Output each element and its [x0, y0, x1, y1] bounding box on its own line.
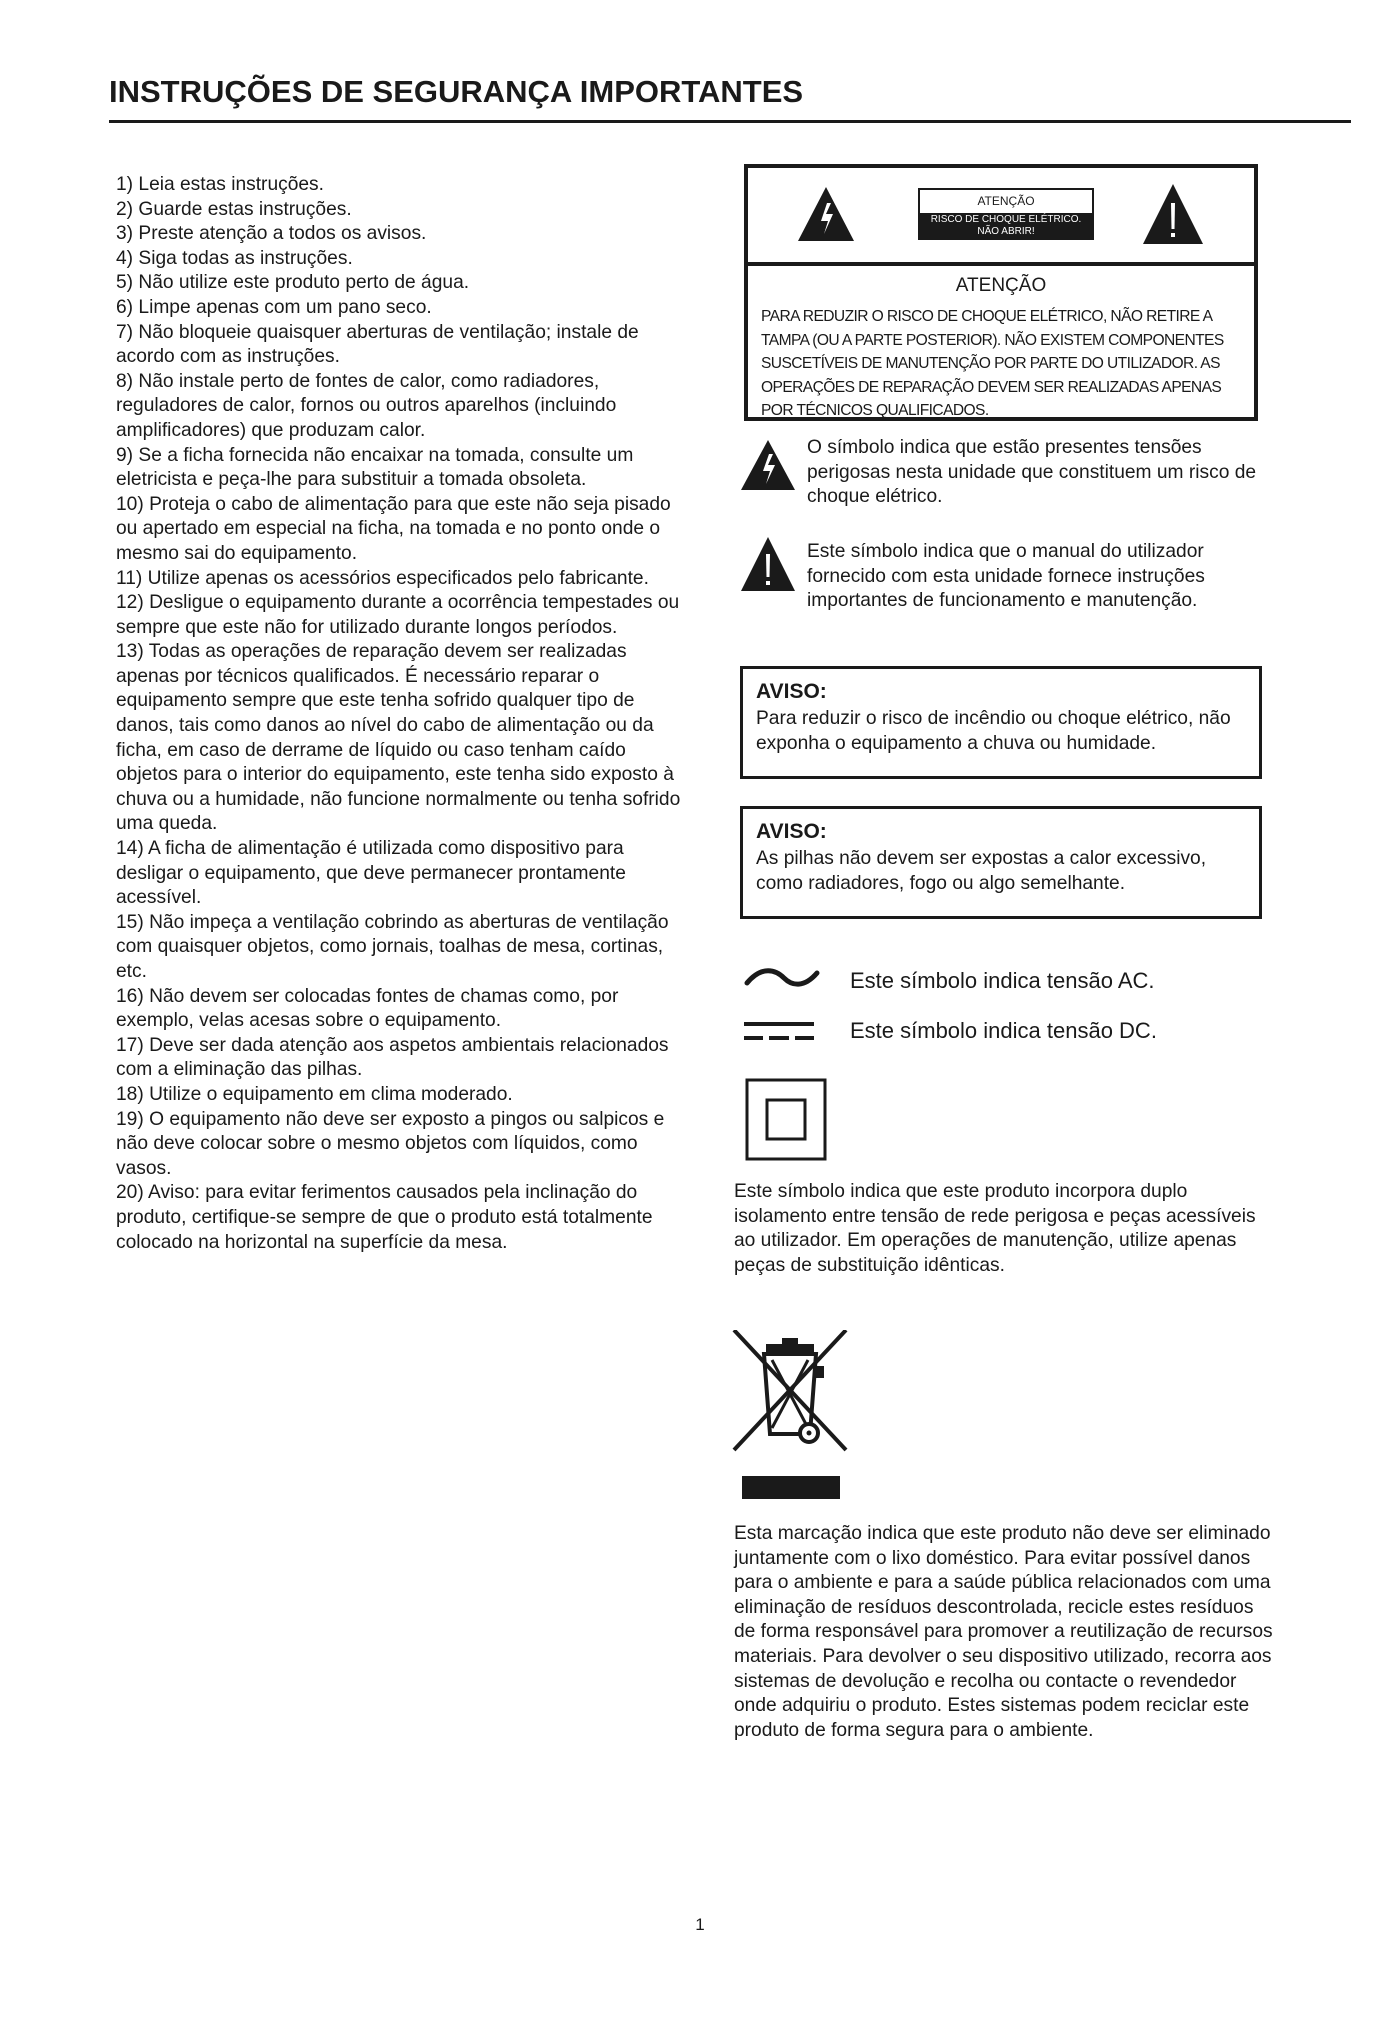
warning-heading: AVISO: [756, 680, 827, 703]
warning-box [740, 806, 1262, 919]
instruction-item: 3) Preste atenção a todos os avisos. [116, 223, 427, 245]
double-insulation-text: Este símbolo indica que este produto incorpora duplo isolamento entre tensão de rede perigosa e peças acessíveis ao utilizador. Em operações de manutenção, utilize apenas peças de substituição idênticas. [734, 1181, 1256, 1276]
ac-current-icon [744, 967, 820, 991]
warning-text: Para reduzir o risco de incêndio ou choque elétrico, não exponha o equipamento a chuva ou humidade. [756, 708, 1231, 754]
safety-instructions-list [116, 173, 691, 1255]
instruction-item: 17) Deve ser dada atenção aos aspetos ambientais relacionados com a eliminação das pilhas. [116, 1034, 669, 1081]
voltage-symbol-text: O símbolo indica que estão presentes tensões perigosas nesta unidade que constituem um risco de choque elétrico. [807, 437, 1257, 508]
double-insulation-icon [745, 1078, 827, 1161]
weee-crossed-bin-icon [730, 1330, 856, 1500]
manual-symbol-text: Este símbolo indica que o manual do utilizador fornecido com esta unidade fornece instruções importantes de funcionamento e manutenção. [807, 541, 1205, 612]
manual-symbol-row [740, 540, 1260, 620]
caution-box [744, 164, 1258, 421]
caution-body: PARA REDUZIR O RISCO DE CHOQUE ELÉTRICO, NÃO RETIRE A TAMPA (OU A PARTE POSTERIOR). NÃO EXISTEM COMPONENTES SUSCETÍVEIS DE MANUTENÇÃO POR PARTE DO UTILIZADOR. AS OPERAÇÕES DE REPARAÇÃO DEVEM SER REALIZADAS APENAS POR TÉCNICOS QUALIFICADOS. [761, 308, 1224, 419]
instruction-item: 13) Todas as operações de reparação devem ser realizadas apenas por técnicos qualificados. É necessário reparar o equipamento sempre que este tenha sofrido qualquer tipo de danos, tais como danos ao nível do cabo de alimentação ou da ficha, em caso de derrame de líquido ou caso tenham caído objetos para o interior do equipamento, este tenha sido exposto à chuva ou a humidade, não funcione normalmente ou tenha sofrido uma queda. [116, 641, 681, 835]
instruction-item: 4) Siga todas as instruções. [116, 247, 353, 269]
caution-header [748, 168, 1254, 266]
ac-symbol-text: Este símbolo indica tensão AC. [850, 968, 1155, 993]
exclamation-warning-icon [740, 536, 796, 592]
warning-heading: AVISO: [756, 820, 827, 843]
dc-symbol-text: Este símbolo indica tensão DC. [850, 1018, 1157, 1043]
instruction-item: 6) Limpe apenas com um pano seco. [116, 296, 432, 318]
caution-label-top: ATENÇÃO [920, 190, 1092, 213]
caution-heading: ATENÇÃO [955, 275, 1047, 296]
instruction-item: 10) Proteja o cabo de alimentação para que este não seja pisado ou apertado em especial na ficha, na tomada e no ponto onde o mesmo sai do equipamento. [116, 493, 671, 564]
title-divider [109, 120, 1351, 123]
caution-label [918, 188, 1094, 240]
dc-symbol-row [744, 1015, 1264, 1051]
instruction-item: 18) Utilize o equipamento em clima moderado. [116, 1083, 513, 1105]
lightning-warning-icon [797, 186, 855, 242]
instruction-item: 12) Desligue o equipamento durante a ocorrência tempestades ou sempre que este não for utilizado durante longos períodos. [116, 592, 680, 638]
dc-current-icon [744, 1020, 816, 1046]
page-title: INSTRUÇÕES DE SEGURANÇA IMPORTANTES [109, 74, 804, 109]
instruction-item: 5) Não utilize este produto perto de água. [116, 272, 470, 294]
page-number: 1 [695, 1915, 705, 1934]
caution-label-bottom: RISCO DE CHOQUE ELÉTRICO. NÃO ABRIR! [920, 213, 1092, 238]
warning-text: As pilhas não devem ser expostas a calor excessivo, como radiadores, fogo ou algo semelhante. [756, 848, 1207, 894]
weee-text: Esta marcação indica que este produto não deve ser eliminado juntamente com o lixo doméstico. Para evitar possível danos para o ambiente e para a saúde pública relacionados com uma eliminação de resíduos descontrolada, recicle estes resíduos de forma responsável para promover a reutilização de recursos materiais. Para devolver o seu dispositivo utilizado, recorra aos sistemas de devolução e recolha ou contacte o revendedor onde adquiriu o produto. Estes sistemas podem reciclar este produto de forma segura para o ambiente. [734, 1523, 1273, 1741]
ac-symbol-row [744, 965, 1264, 1001]
warning-box [740, 666, 1262, 779]
instruction-item: 14) A ficha de alimentação é utilizada como dispositivo para desligar o equipamento, que deve permanecer prontamente acessível. [116, 838, 626, 909]
instruction-item: 20) Aviso: para evitar ferimentos causados pela inclinação do produto, certifique-se sempre de que o produto está totalmente colocado na horizontal na superfície da mesa. [116, 1182, 653, 1253]
instruction-item: 16) Não devem ser colocadas fontes de chamas como, por exemplo, velas acesas sobre o equipamento. [116, 985, 619, 1032]
lightning-warning-icon [740, 439, 796, 491]
voltage-symbol-row [740, 436, 1260, 516]
instruction-item: 9) Se a ficha fornecida não encaixar na tomada, consulte um eletricista e peça-lhe para substituir a tomada obsoleta. [116, 444, 634, 491]
instruction-item: 1) Leia estas instruções. [116, 174, 324, 195]
instruction-item: 7) Não bloqueie quaisquer aberturas de ventilação; instale de acordo com as instruções. [116, 321, 639, 368]
instruction-item: 15) Não impeça a ventilação cobrindo as aberturas de ventilação com quaisquer objetos, como jornais, toalhas de mesa, cortinas, etc. [116, 911, 669, 982]
instruction-item: 19) O equipamento não deve ser exposto a pingos ou salpicos e não deve colocar sobre o mesmo objetos com líquidos, como vasos. [116, 1108, 665, 1179]
exclamation-warning-icon [1142, 183, 1204, 245]
instruction-item: 8) Não instale perto de fontes de calor, como radiadores, reguladores de calor, fornos ou outros aparelhos (incluindo amplificadores) que produzam calor. [116, 370, 617, 441]
instruction-item: 2) Guarde estas instruções. [116, 198, 352, 220]
instruction-item: 11) Utilize apenas os acessórios especificados pelo fabricante. [116, 567, 649, 589]
